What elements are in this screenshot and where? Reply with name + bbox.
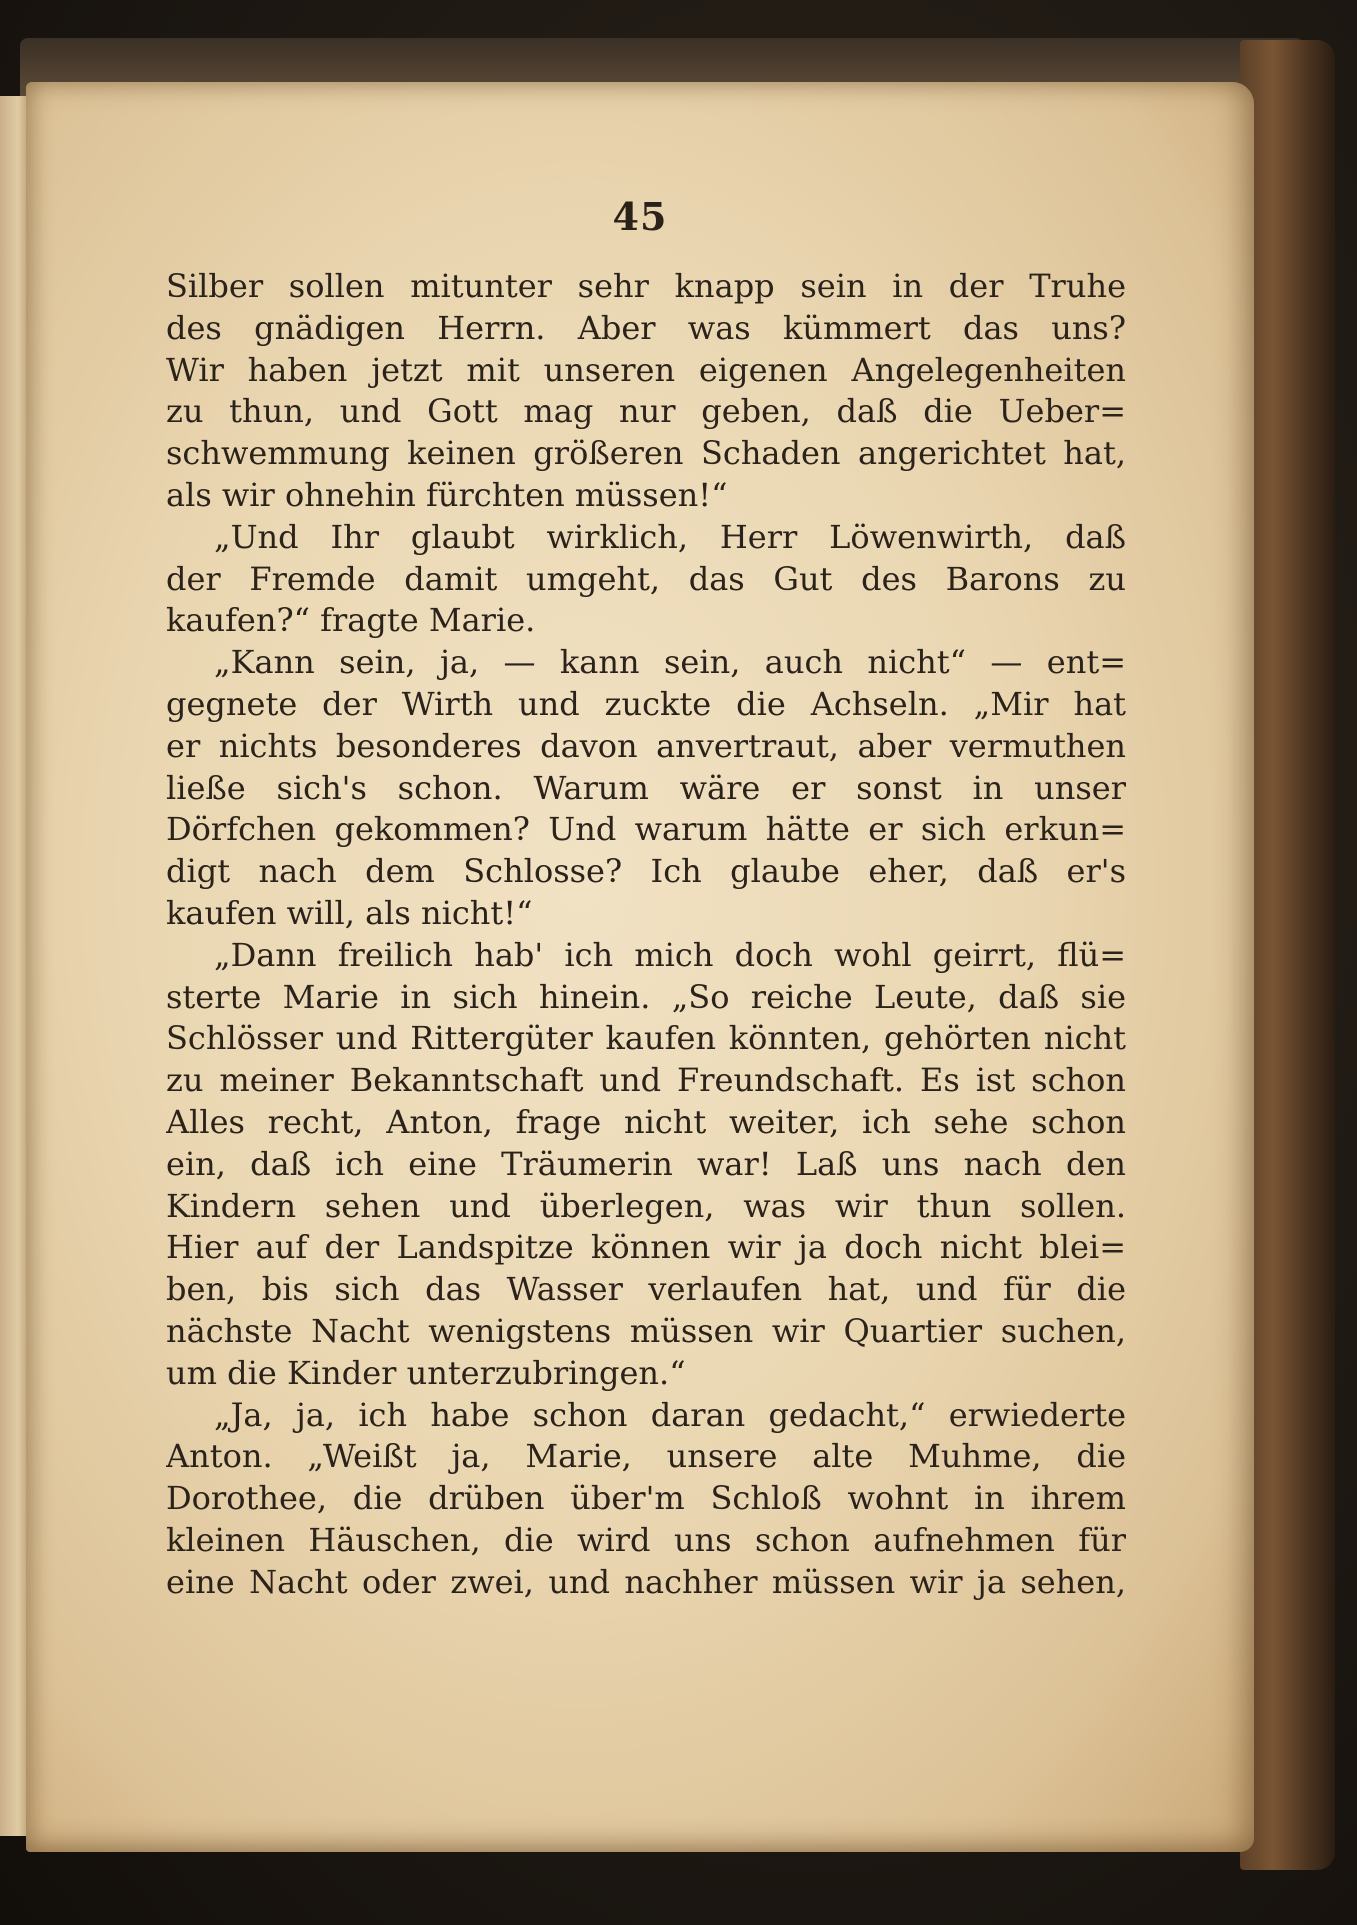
text-line: Schlösser und Rittergüter kaufen könnten, gehörten nicht xyxy=(166,1019,1126,1058)
text-line: Anton. „Weißt ja, Marie, unsere alte Muhme, die xyxy=(166,1437,1126,1476)
text-line: Hier auf der Landspitze können wir ja doch nicht blei= xyxy=(166,1228,1126,1267)
text-line: ließe sich's schon. Warum wäre er sonst in unser xyxy=(166,768,1126,807)
text-line: Dorothee, die drüben über'm Schloß wohnt in ihrem xyxy=(166,1479,1126,1518)
text-line: kaufen?“ fragte Marie. xyxy=(166,601,536,640)
text-line: Silber sollen mitunter sehr knapp sein in der Truhe xyxy=(166,267,1126,305)
text-line: „Kann sein, ja, — kann sein, auch nicht“ — ent= xyxy=(214,643,1126,682)
text-line: Wir haben jetzt mit unseren eigenen Angelegenheiten xyxy=(166,350,1126,389)
text-line: zu meiner Bekanntschaft und Freundschaft. Es ist schon xyxy=(166,1061,1126,1100)
text-line: eine Nacht oder zwei, und nachher müssen wir ja sehen, xyxy=(166,1562,1126,1601)
text-line: schwemmung keinen größeren Schaden angerichtet hat, xyxy=(166,434,1126,473)
page-number: 45 xyxy=(612,194,668,239)
text-line: kaufen will, als nicht!“ xyxy=(166,893,533,932)
text-line: um die Kinder unterzubringen.“ xyxy=(166,1353,686,1392)
book-cover-edge xyxy=(1240,40,1335,1870)
text-line: digt nach dem Schlosse? Ich glaube eher, daß er's xyxy=(166,852,1126,891)
text-line: ben, bis sich das Wasser verlaufen hat, und für die xyxy=(166,1270,1126,1309)
text-line: gegnete der Wirth und zuckte die Achseln. „Mir hat xyxy=(166,684,1126,723)
text-line: als wir ohnehin fürchten müssen!“ xyxy=(166,475,728,514)
text-line: der Fremde damit umgeht, das Gut des Barons zu xyxy=(166,559,1126,598)
text-line: zu thun, und Gott mag nur geben, daß die Ueber= xyxy=(166,392,1126,431)
page-body-text xyxy=(166,266,1126,1604)
text-line: des gnädigen Herrn. Aber was kümmert das uns? xyxy=(166,308,1126,347)
text-line: Dörfchen gekommen? Und warum hätte er sich erkun= xyxy=(166,810,1126,849)
text-line: ein, daß ich eine Träumerin war! Laß uns nach den xyxy=(166,1144,1126,1183)
text-line: „Ja, ja, ich habe schon daran gedacht,“ erwiederte xyxy=(214,1395,1126,1434)
text-line: er nichts besonderes davon anvertraut, aber vermuthen xyxy=(166,726,1126,765)
text-line: Kindern sehen und überlegen, was wir thun sollen. xyxy=(166,1186,1126,1225)
text-line: sterte Marie in sich hinein. „So reiche Leute, daß sie xyxy=(166,977,1126,1016)
text-line: „Dann freilich hab' ich mich doch wohl geirrt, flü= xyxy=(214,935,1126,974)
text-line: kleinen Häuschen, die wird uns schon aufnehmen für xyxy=(166,1520,1126,1559)
book-page xyxy=(26,82,1254,1852)
text-line: Alles recht, Anton, frage nicht weiter, ich sehe schon xyxy=(166,1102,1126,1141)
text-line: nächste Nacht wenigstens müssen wir Quartier suchen, xyxy=(166,1311,1126,1350)
text-line: „Und Ihr glaubt wirklich, Herr Löwenwirth, daß xyxy=(214,517,1126,556)
